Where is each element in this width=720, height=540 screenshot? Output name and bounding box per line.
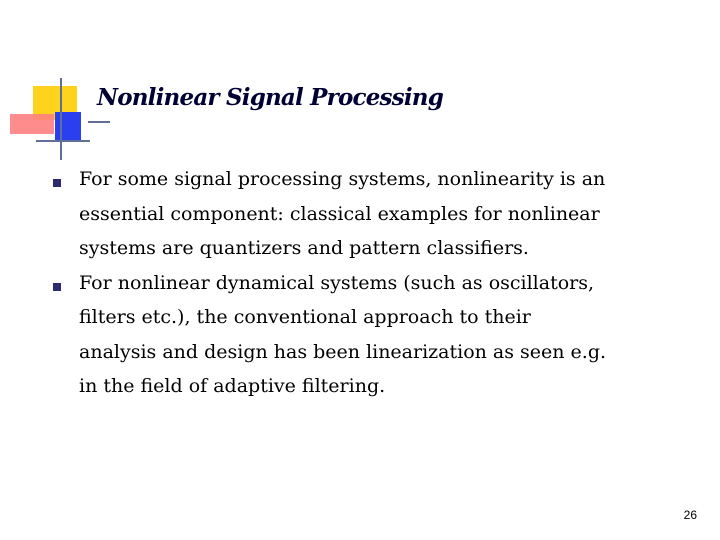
bullet-item: [48, 266, 708, 404]
decor-red-square: [10, 114, 54, 134]
square-bullet-icon: [53, 283, 61, 291]
bullet-list: [48, 162, 708, 404]
slide-title: Nonlinear Signal Processing: [97, 84, 443, 111]
decor-blue-square: [55, 112, 81, 142]
decor-horizontal-line: [88, 121, 110, 123]
square-bullet-icon: [53, 179, 61, 187]
bullet-line: in the field of adaptive filtering.: [79, 375, 386, 397]
bullet-text: [79, 162, 708, 266]
bullet-line: essential component: classical examples for nonlinear: [79, 202, 600, 225]
corner-decoration: [0, 0, 110, 170]
bullet-item: [48, 162, 708, 266]
page-number: 26: [683, 508, 697, 522]
decor-vertical-line: [60, 78, 62, 160]
bullet-line: For some signal processing systems, nonlinearity is an: [79, 168, 606, 190]
bullet-text: [79, 266, 708, 404]
decor-horizontal-line: [36, 140, 90, 142]
bullet-line: analysis and design has been linearization as seen e.g.: [79, 340, 607, 363]
bullet-line: systems are quantizers and pattern classifiers.: [79, 237, 529, 259]
bullet-line: filters etc.), the conventional approach to their: [79, 306, 531, 328]
bullet-line: For nonlinear dynamical systems (such as oscillators,: [79, 271, 595, 294]
